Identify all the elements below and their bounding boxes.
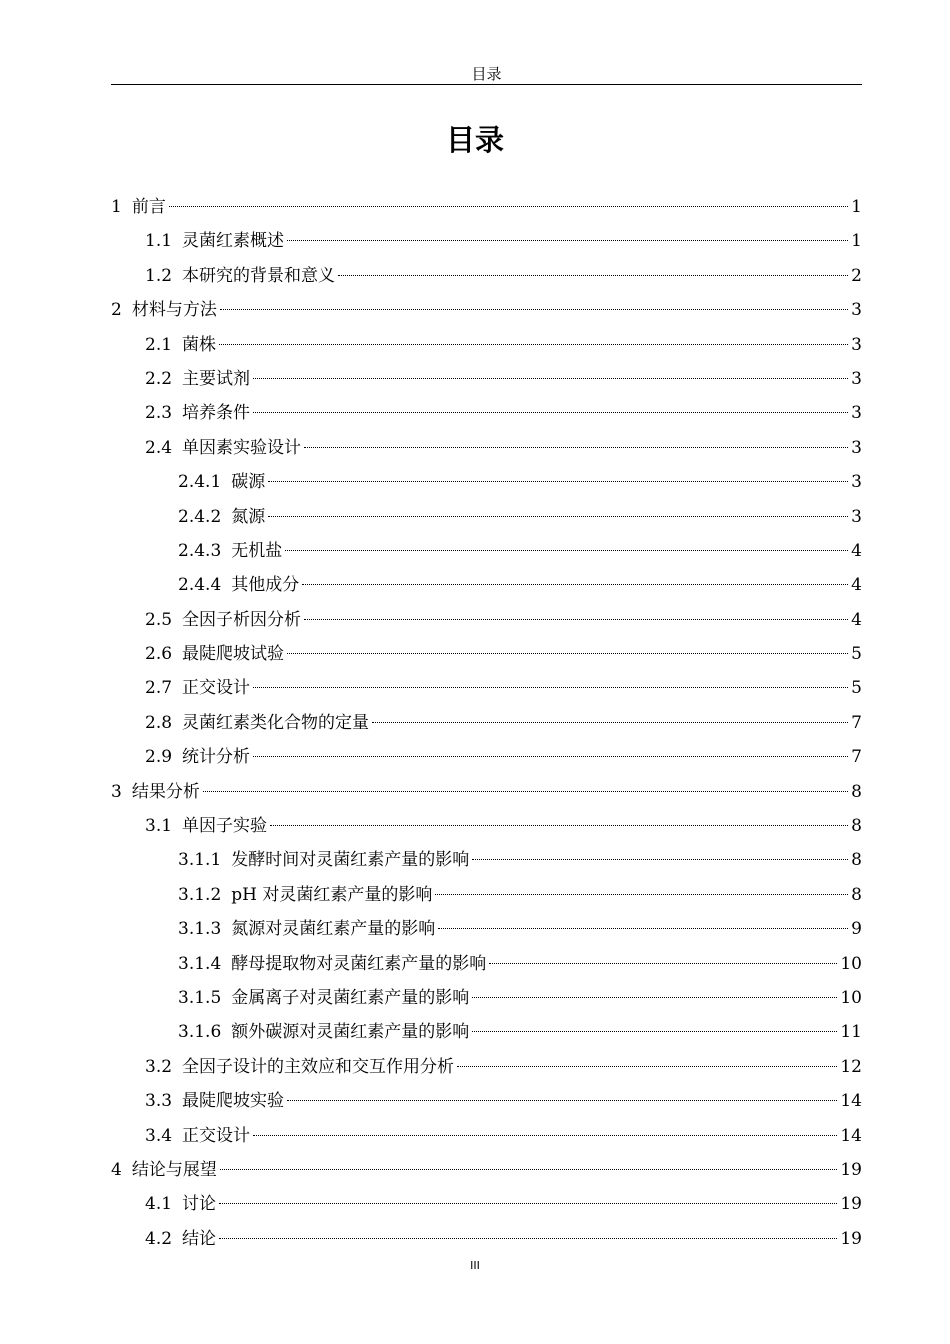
dot-leader <box>169 206 848 207</box>
toc-entry[interactable] <box>111 809 862 843</box>
toc-entry-number: 3.1.1 <box>178 850 222 871</box>
toc-entry-title: 氮源 <box>231 506 266 527</box>
page-number: III <box>470 1259 480 1272</box>
toc-entry-title: 灵菌红素概述 <box>182 231 285 252</box>
toc-entry-page: 4 <box>851 540 862 561</box>
toc-entry[interactable] <box>111 981 862 1015</box>
toc-entry-number: 3.1.2 <box>178 884 222 905</box>
toc-entry-page: 19 <box>840 1159 862 1180</box>
toc-entry-number: 3.1.3 <box>178 919 222 940</box>
dot-leader <box>287 240 848 241</box>
toc-entry-number: 2.9 <box>145 747 173 768</box>
toc-entry[interactable] <box>111 671 862 705</box>
toc-entry-page: 12 <box>840 1056 862 1077</box>
toc-entry-number: 4.2 <box>145 1228 173 1249</box>
dot-leader <box>253 1135 837 1136</box>
toc-entry-number: 1.2 <box>145 265 173 286</box>
dot-leader <box>285 550 848 551</box>
toc-entry-number: 3.2 <box>145 1056 173 1077</box>
toc-entry[interactable] <box>111 1222 862 1256</box>
toc-entry-page: 3 <box>851 472 862 493</box>
toc-entry-number: 2.4.3 <box>178 540 222 561</box>
toc-entry-number: 2.2 <box>145 368 173 389</box>
toc-entry-page: 1 <box>851 231 862 252</box>
dot-leader <box>304 447 848 448</box>
toc-entry-number: 2 <box>111 300 122 321</box>
toc-entry-title: 统计分析 <box>182 747 251 768</box>
dot-leader <box>302 584 848 585</box>
toc-entry[interactable] <box>111 293 862 327</box>
dot-leader <box>435 894 848 895</box>
toc-entry-page: 11 <box>840 1022 862 1043</box>
dot-leader <box>472 997 837 998</box>
toc-entry-number: 2.8 <box>145 712 173 733</box>
dot-leader <box>253 378 848 379</box>
toc-entry-page: 3 <box>851 403 862 424</box>
toc-entry-page: 19 <box>840 1228 862 1249</box>
toc-entry-number: 2.4.2 <box>178 506 222 527</box>
toc-entry-title: 本研究的背景和意义 <box>182 265 336 286</box>
toc-entry-title: 讨论 <box>182 1194 217 1215</box>
toc-entry-title: 全因子设计的主效应和交互作用分析 <box>182 1056 455 1077</box>
toc-entry[interactable] <box>111 259 862 293</box>
toc-entry[interactable] <box>111 1084 862 1118</box>
dot-leader <box>489 963 837 964</box>
toc-entry-page: 10 <box>840 987 862 1008</box>
toc-entry-page: 4 <box>851 575 862 596</box>
toc-entry-title: 培养条件 <box>182 403 251 424</box>
toc-entry-number: 2.3 <box>145 403 173 424</box>
toc-entry-page: 14 <box>840 1091 862 1112</box>
toc-entry-number: 3.1.5 <box>178 987 222 1008</box>
table-of-contents <box>111 190 862 1256</box>
toc-entry-title: 发酵时间对灵菌红素产量的影响 <box>231 850 470 871</box>
toc-entry[interactable] <box>111 534 862 568</box>
toc-entry-title: 碳源 <box>231 472 266 493</box>
toc-entry[interactable] <box>111 362 862 396</box>
running-header: 目录 <box>471 65 502 83</box>
toc-entry[interactable] <box>111 912 862 946</box>
toc-entry[interactable] <box>111 568 862 602</box>
toc-entry[interactable] <box>111 224 862 258</box>
toc-entry-page: 5 <box>851 644 862 665</box>
toc-entry[interactable] <box>111 1153 862 1187</box>
toc-entry[interactable] <box>111 500 862 534</box>
dot-leader <box>457 1066 837 1067</box>
dot-leader <box>472 859 848 860</box>
toc-entry-page: 7 <box>851 712 862 733</box>
toc-entry-number: 3.3 <box>145 1091 173 1112</box>
toc-entry-page: 8 <box>851 884 862 905</box>
toc-entry-title: 最陡爬坡试验 <box>182 644 285 665</box>
toc-entry-title: 最陡爬坡实验 <box>182 1091 285 1112</box>
toc-entry-title: 主要试剂 <box>182 368 251 389</box>
toc-entry-title: 前言 <box>131 197 166 217</box>
toc-entry-title: 结论与展望 <box>131 1159 217 1180</box>
toc-entry[interactable] <box>111 1015 862 1049</box>
toc-entry-title: pH 对灵菌红素产量的影响 <box>231 884 433 905</box>
toc-entry[interactable] <box>111 396 862 430</box>
toc-entry-page: 9 <box>851 919 862 940</box>
toc-entry-number: 2.5 <box>145 609 173 630</box>
toc-entry-number: 2.4.4 <box>178 575 222 596</box>
dot-leader <box>287 1100 837 1101</box>
toc-entry[interactable] <box>111 843 862 877</box>
toc-entry-number: 2.4 <box>145 437 173 458</box>
toc-entry-number: 2.1 <box>145 334 173 355</box>
toc-entry[interactable] <box>111 1187 862 1221</box>
dot-leader <box>203 791 848 792</box>
dot-leader <box>304 619 848 620</box>
toc-entry-page: 3 <box>851 437 862 458</box>
dot-leader <box>220 1169 838 1170</box>
header-rule <box>111 84 862 85</box>
toc-entry-title: 灵菌红素类化合物的定量 <box>182 712 370 733</box>
dot-leader <box>287 653 848 654</box>
toc-entry-title: 无机盐 <box>231 540 283 561</box>
dot-leader <box>338 275 848 276</box>
toc-entry-page: 19 <box>840 1194 862 1215</box>
toc-entry-number: 2.4.1 <box>178 472 222 493</box>
dot-leader <box>220 309 848 310</box>
toc-entry-title: 单因子实验 <box>182 816 268 837</box>
toc-entry-page: 8 <box>851 816 862 837</box>
dot-leader <box>253 756 848 757</box>
toc-entry[interactable] <box>111 328 862 362</box>
dot-leader <box>253 412 848 413</box>
toc-entry-title: 菌株 <box>182 334 217 355</box>
toc-entry-title: 氮源对灵菌红素产量的影响 <box>231 919 436 940</box>
toc-entry-title: 单因素实验设计 <box>182 437 302 458</box>
dot-leader <box>219 1238 837 1239</box>
toc-entry-title: 结论 <box>182 1228 217 1249</box>
toc-entry-page: 7 <box>851 747 862 768</box>
toc-entry-page: 4 <box>851 609 862 630</box>
toc-entry-number: 1.1 <box>145 231 173 252</box>
toc-entry-title: 正交设计 <box>182 1125 251 1146</box>
toc-entry-title: 正交设计 <box>182 678 251 699</box>
toc-entry-title: 酵母提取物对灵菌红素产量的影响 <box>231 953 487 974</box>
toc-entry-number: 2.6 <box>145 644 173 665</box>
toc-entry-page: 3 <box>851 300 862 321</box>
toc-entry-title: 额外碳源对灵菌红素产量的影响 <box>231 1022 470 1043</box>
toc-entry[interactable] <box>111 878 862 912</box>
dot-leader <box>253 687 848 688</box>
toc-entry-page: 14 <box>840 1125 862 1146</box>
toc-entry[interactable] <box>111 603 862 637</box>
toc-entry[interactable] <box>111 947 862 981</box>
dot-leader <box>472 1031 837 1032</box>
toc-entry-number: 1 <box>111 197 122 217</box>
toc-entry-title: 全因子析因分析 <box>182 609 302 630</box>
toc-entry[interactable] <box>111 775 862 809</box>
toc-entry-number: 3.4 <box>145 1125 173 1146</box>
dot-leader <box>219 1203 837 1204</box>
toc-entry-title: 金属离子对灵菌红素产量的影响 <box>231 987 470 1008</box>
toc-entry-page: 8 <box>851 781 862 802</box>
toc-entry-title: 其他成分 <box>231 575 300 596</box>
toc-entry[interactable] <box>111 1050 862 1084</box>
toc-entry-page: 5 <box>851 678 862 699</box>
toc-entry-number: 3.1.6 <box>178 1022 222 1043</box>
toc-entry-page: 2 <box>851 265 862 286</box>
toc-entry-title: 结果分析 <box>131 781 200 802</box>
dot-leader <box>438 928 848 929</box>
toc-entry[interactable] <box>111 431 862 465</box>
toc-entry-page: 8 <box>851 850 862 871</box>
toc-entry-page: 1 <box>851 197 862 217</box>
toc-entry-page: 3 <box>851 334 862 355</box>
toc-entry[interactable] <box>111 740 862 774</box>
dot-leader <box>372 722 848 723</box>
dot-leader <box>219 344 848 345</box>
toc-entry-title: 材料与方法 <box>131 300 217 321</box>
toc-entry-number: 2.7 <box>145 678 173 699</box>
toc-entry-number: 4.1 <box>145 1194 173 1215</box>
toc-entry[interactable] <box>111 1119 862 1153</box>
toc-entry[interactable] <box>111 706 862 740</box>
toc-entry[interactable] <box>111 637 862 671</box>
toc-entry[interactable] <box>111 190 862 224</box>
dot-leader <box>270 825 848 826</box>
dot-leader <box>268 516 848 517</box>
toc-entry-number: 3 <box>111 781 122 802</box>
toc-entry-page: 3 <box>851 368 862 389</box>
toc-entry-number: 3.1 <box>145 816 173 837</box>
toc-entry-number: 3.1.4 <box>178 953 222 974</box>
toc-entry[interactable] <box>111 465 862 499</box>
toc-entry-page: 10 <box>840 953 862 974</box>
toc-entry-page: 3 <box>851 506 862 527</box>
toc-entry-number: 4 <box>111 1159 122 1180</box>
dot-leader <box>268 481 848 482</box>
page-title: 目录 <box>445 123 504 157</box>
